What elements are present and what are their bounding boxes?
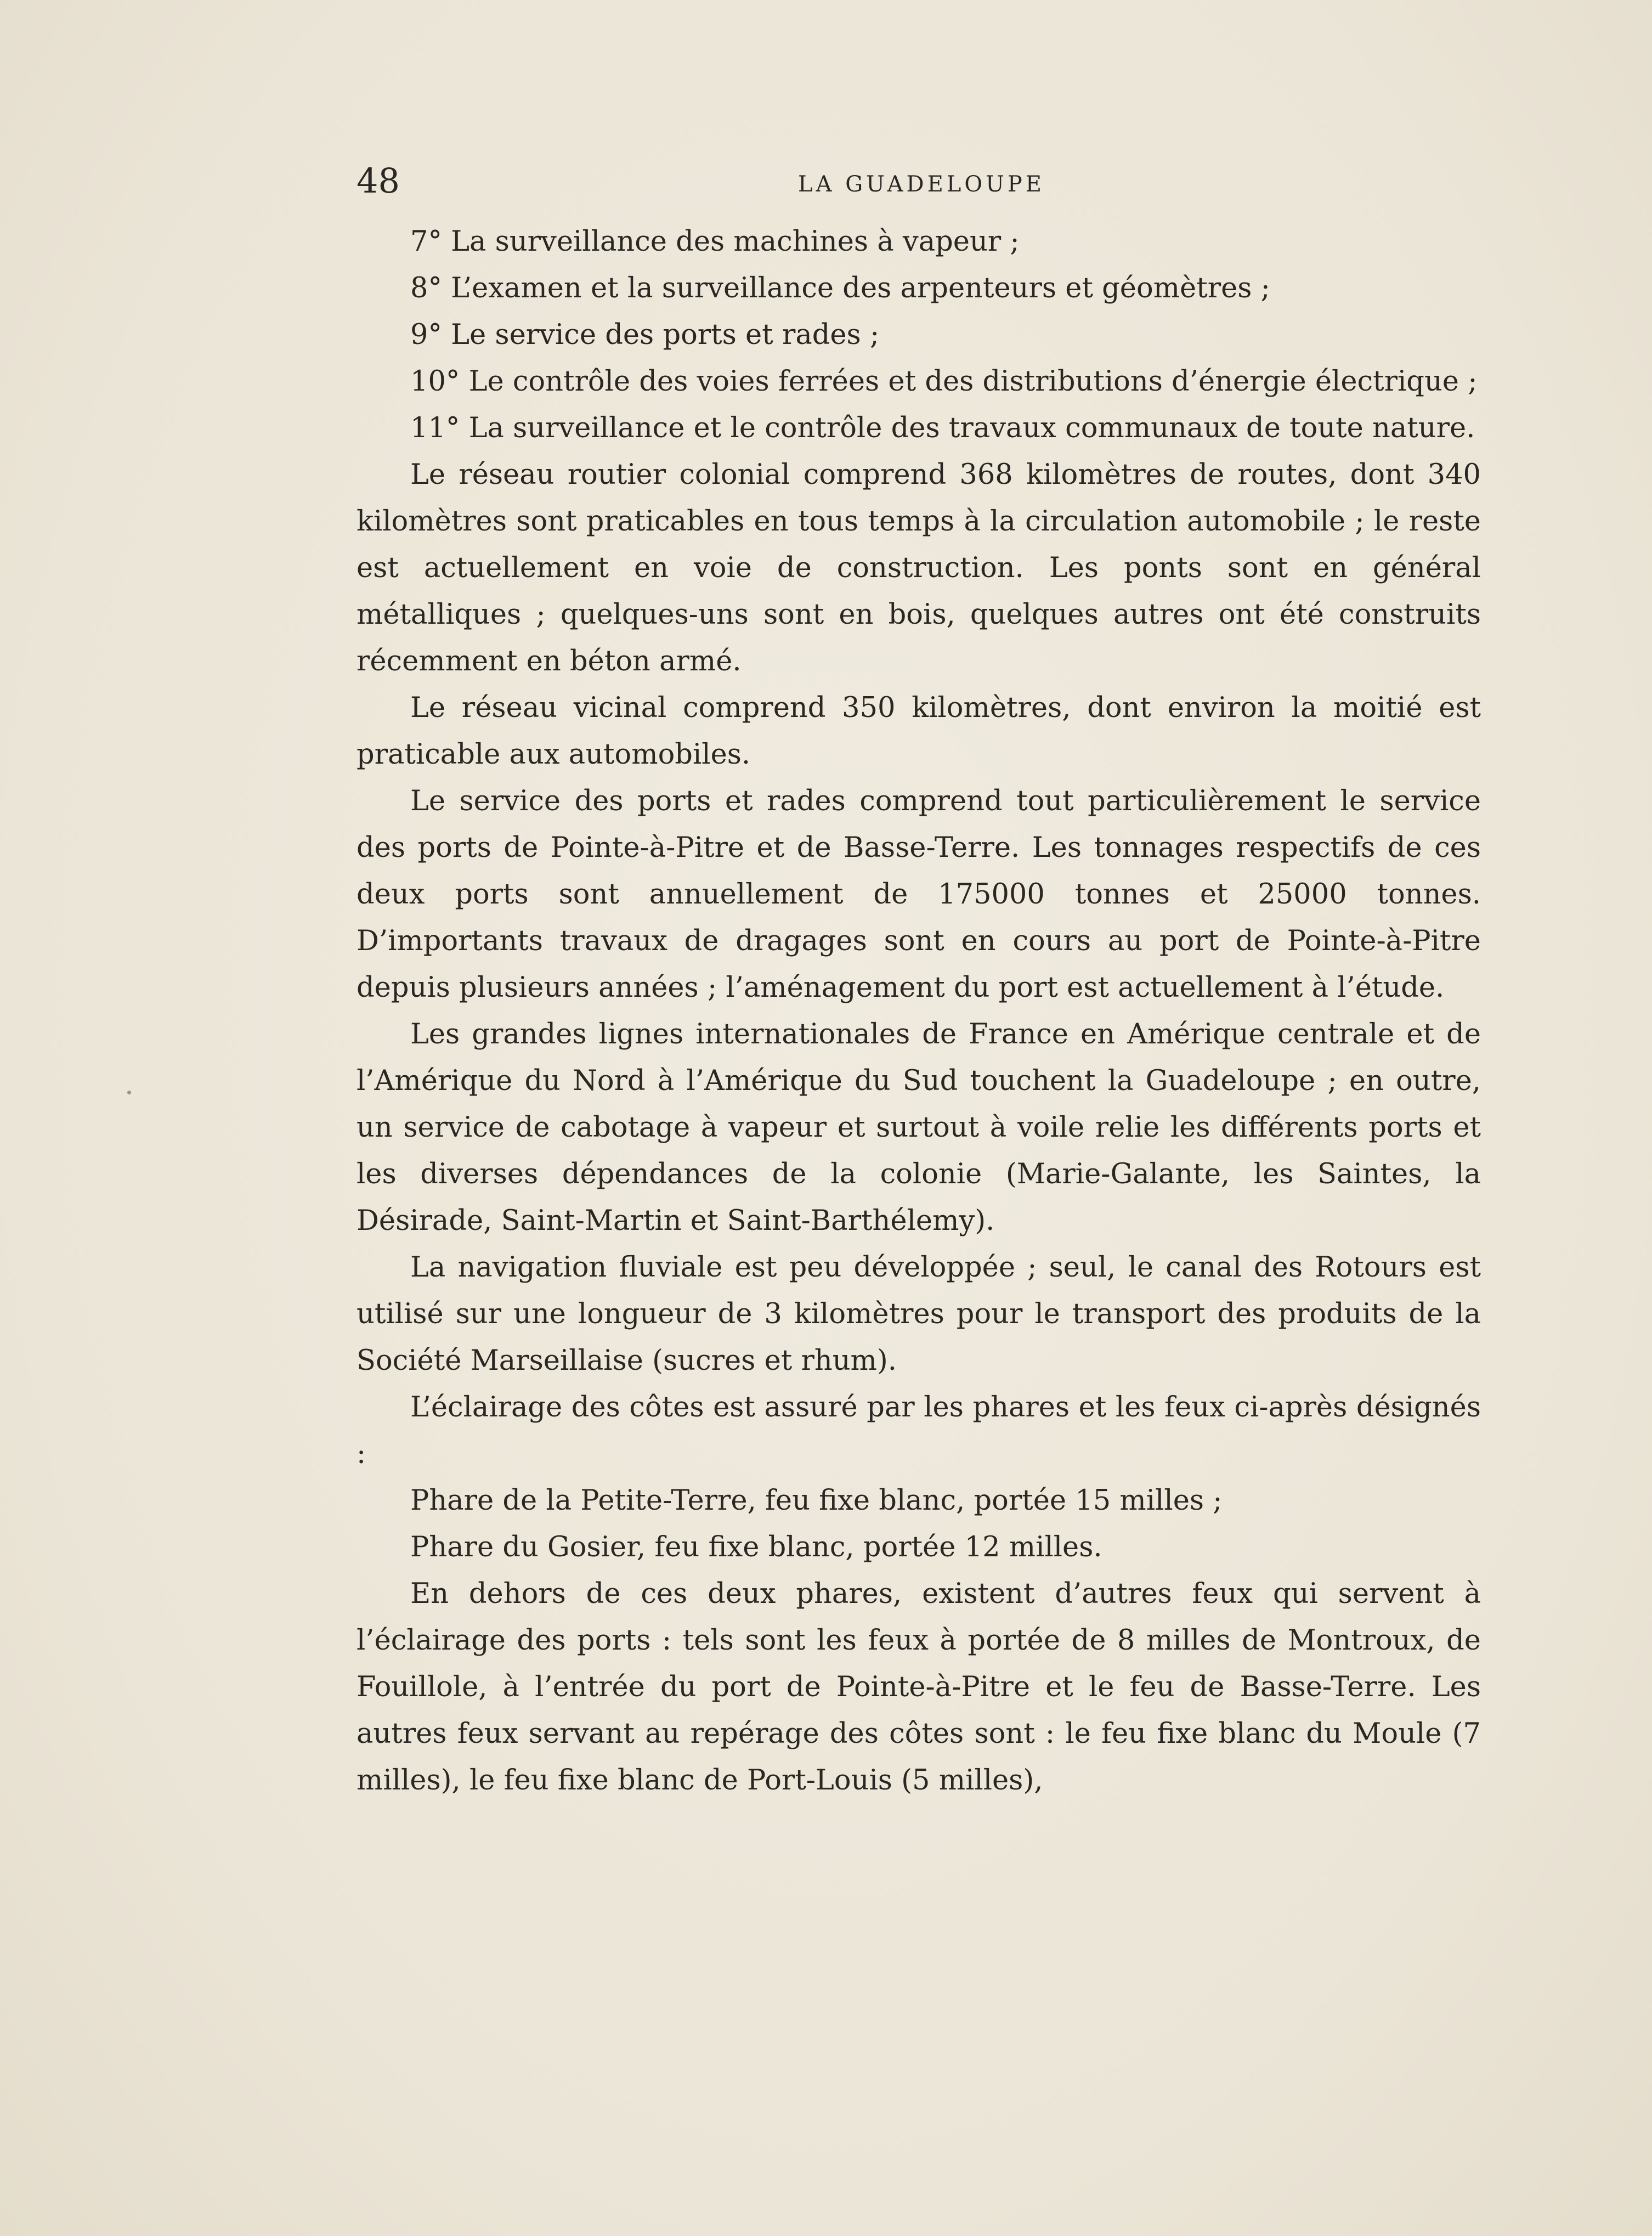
paragraph: 11° La surveillance et le contrôle des travaux communaux de toute nature. bbox=[410, 412, 1475, 444]
paragraph: Le réseau routier colonial comprend 368 kilomètres de routes, dont 340 kilomètres sont praticables en tous temps à la circulation automobile ; le reste est actuellement en voie de construction. Les ponts sont en général métalliques ; quelques-uns sont en bois, quelques autres ont été construits récemment en béton armé. bbox=[357, 459, 1481, 677]
paragraph: 10° Le contrôle des voies ferrées et des distributions d’énergie électrique ; bbox=[410, 365, 1478, 398]
paragraph: Les grandes lignes internationales de France en Amérique centrale et de l’Amérique du Nord à l’Amérique du Sud touchent la Guadeloupe ; en outre, un service de cabotage à vapeur et surtout à voile relie les différents ports et les diverses dépendances de la colonie (Marie-Galante, les Saintes, la Désirade, Saint-Martin et Saint-Barthélemy). bbox=[357, 1018, 1481, 1237]
body-text bbox=[357, 218, 1481, 1804]
page-number: 48 bbox=[357, 161, 400, 201]
margin-speck bbox=[127, 1091, 131, 1094]
paragraph: 8° L’examen et la surveillance des arpenteurs et géomètres ; bbox=[410, 272, 1270, 304]
paragraph: Phare du Gosier, feu fixe blanc, portée 12 milles. bbox=[410, 1531, 1102, 1563]
paragraph: Le réseau vicinal comprend 350 kilomètres, dont environ la moitié est praticable aux automobiles. bbox=[357, 692, 1481, 771]
paragraph: 9° Le service des ports et rades ; bbox=[410, 319, 880, 351]
page-header bbox=[357, 159, 1486, 203]
paragraph: Phare de la Petite-Terre, feu fixe blanc, portée 15 milles ; bbox=[410, 1484, 1223, 1517]
paragraph: Le service des ports et rades comprend tout particulièrement le service des ports de Pointe-à-Pitre et de Basse-Terre. Les tonnages respectifs de ces deux ports sont annuellement de 175000 tonnes et 25000 tonnes. D’importants travaux de dragages sont en cours au port de Pointe-à-Pitre depuis plusieurs années ; l’aménagement du port est actuellement à l’étude. bbox=[357, 785, 1481, 1004]
running-title: LA GUADELOUPE bbox=[798, 172, 1045, 197]
paragraph: En dehors de ces deux phares, existent d’autres feux qui servent à l’éclairage des ports : tels sont les feux à portée de 8 milles de Montroux, de Fouillole, à l’entrée du port de Pointe-à-Pitre et le feu de Basse-Terre. Les autres feux servant au repérage des côtes sont : le feu fixe blanc du Moule (7 milles), le feu fixe blanc de Port-Louis (5 milles), bbox=[357, 1578, 1481, 1797]
paragraph: La navigation fluviale est peu développée ; seul, le canal des Rotours est utilisé sur une longueur de 3 kilomètres pour le transport des produits de la Société Marseillaise (sucres et rhum). bbox=[357, 1251, 1481, 1377]
paragraph: 7° La surveillance des machines à vapeur ; bbox=[410, 225, 1020, 258]
paragraph: L’éclairage des côtes est assuré par les phares et les feux ci-après désignés : bbox=[357, 1391, 1481, 1470]
